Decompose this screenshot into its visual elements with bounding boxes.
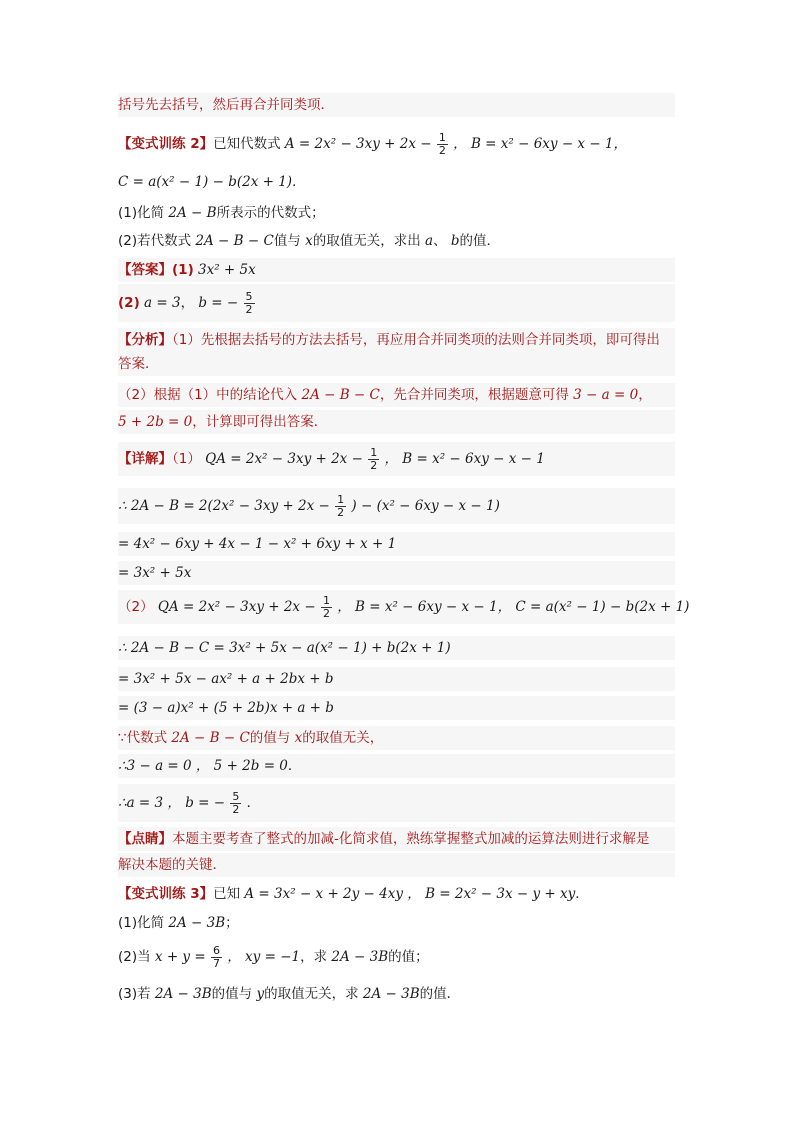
solution-line-1: 【详解】（1） QA = 2x² − 3xy + 2x − $\frac{1}{2}$ ， B = x² − 6xy − x − 1 [118, 442, 675, 476]
remark-line-2: 解决本题的关键． [118, 853, 675, 877]
exercise-2-line-1: 【变式训练 2】已知代数式 A = 2x² − 3xy + 2x − $\frac{1}{2}$ ， B = x² − 6xy − x − 1， [118, 130, 628, 157]
analysis-line-2: 答案． [118, 352, 675, 376]
fraction: $\frac{1}{2}$ [337, 492, 345, 519]
fraction: $\frac{5}{2}$ [232, 789, 240, 816]
exercise-3-line-1: 【变式训练 3】已知 A = 3x² − x + 2y − 4xy ， B = 2x² − 3x − y + xy． [118, 886, 589, 902]
fraction: $\frac{1}{2}$ [438, 130, 446, 157]
question-2: (2)当 x + y = $\frac{6}{7}$ ， xy = −1，求 2A − 3B的值； [118, 943, 429, 970]
question-2: (2)若代数式 2A − B − C值与 x的取值无关，求出 a、 b的值． [118, 233, 501, 249]
analysis-line-4: 5 + 2b = 0，计算即可得出答案． [118, 410, 675, 434]
question-3: (3)若 2A − 3B的值与 y的取值无关，求 2A − 3B的值． [118, 986, 461, 1002]
remark-line-1: 【点睛】本题主要考查了整式的加减-化简求值，熟练掌握整式加减的运算法则进行求解是 [118, 827, 675, 851]
solution-line-6: ∴ 2A − B − C = 3x² + 5x − a(x² − 1) + b(2x + 1) [118, 636, 675, 660]
fraction: $\frac{1}{2}$ [370, 445, 378, 472]
question-1: (1)化简 2A − 3B； [118, 915, 239, 931]
fraction: $\frac{1}{2}$ [322, 593, 330, 620]
solution-line-9: ∵代数式 2A − B − C的值与 x的取值无关， [118, 726, 675, 750]
fraction: $\frac{6}{7}$ [212, 943, 220, 970]
solution-line-11: ∴a = 3 ， b = − $\frac{5}{2}$ ． [118, 784, 675, 822]
fraction: $\frac{5}{2}$ [245, 289, 253, 316]
solution-line-5: （2） QA = 2x² − 3xy + 2x − $\frac{1}{2}$ ， B = x² − 6xy − x − 1， C = a(x² − 1) − b(2x + 1) [118, 590, 675, 624]
exercise-tag: 【变式训练 2】 [118, 136, 214, 152]
analysis-line-3: （2）根据（1）中的结论代入 2A − B − C，先合并同类项，根据题意可得 3 − a = 0， [118, 383, 675, 407]
solution-line-8: = (3 − a)x² + (5 + 2b)x + a + b [118, 696, 675, 720]
exercise-2-line-2: C = a(x² − 1) − b(2x + 1)． [118, 174, 306, 190]
solution-line-3: = 4x² − 6xy + 4x − 1 − x² + 6xy + x + 1 [118, 532, 675, 556]
answer-line-2: (2) a = 3， b = − $\frac{5}{2}$ [118, 284, 675, 322]
question-1: (1)化简 2A − B所表示的代数式； [118, 205, 325, 221]
answer-line-1: 【答案】(1) 3x² + 5x [118, 258, 675, 282]
analysis-line-1: 【分析】（1）先根据去括号的方法去括号，再应用合并同类项的法则合并同类项，即可得出 [118, 328, 675, 352]
solution-line-4: = 3x² + 5x [118, 561, 675, 585]
solution-line-7: = 3x² + 5x − ax² + a + 2bx + b [118, 667, 675, 691]
text-line: 括号先去括号，然后再合并同类项． [118, 93, 675, 117]
exercise-tag: 【变式训练 3】 [118, 886, 214, 902]
solution-line-10: ∴3 − a = 0 ， 5 + 2b = 0． [118, 754, 675, 778]
solution-line-2: ∴ 2A − B = 2(2x² − 3xy + 2x − $\frac{1}{2}$ ) − (x² − 6xy − x − 1) [118, 488, 675, 524]
